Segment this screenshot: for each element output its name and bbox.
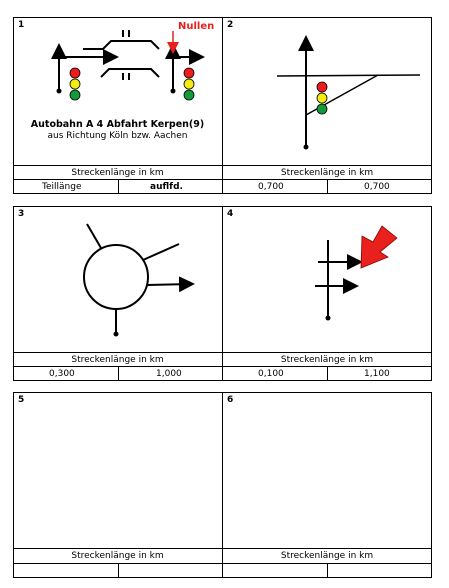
traffic-light-icon bbox=[317, 82, 327, 114]
lfd-value: 1,000 bbox=[156, 369, 182, 379]
cell-number: 3 bbox=[18, 209, 25, 219]
divider bbox=[13, 563, 432, 564]
cell-number: 1 bbox=[18, 20, 25, 30]
strecke-label: Streckenlänge in km bbox=[280, 551, 374, 561]
traffic-light-icon bbox=[70, 68, 80, 100]
nullen-label: Nullen bbox=[178, 21, 215, 32]
lfd-value: 1,100 bbox=[364, 369, 390, 379]
strecke-label: Streckenlänge in km bbox=[71, 355, 164, 365]
double-exit-diagram bbox=[222, 206, 432, 352]
divider bbox=[13, 352, 432, 353]
cell-number: 4 bbox=[227, 209, 234, 219]
lfd-value: auflfd. bbox=[150, 182, 183, 192]
lfd-value: 0,700 bbox=[364, 182, 390, 192]
divider bbox=[327, 366, 328, 381]
teil-value: Teillänge bbox=[42, 182, 82, 192]
cell-3 bbox=[13, 206, 222, 352]
teil-value: 0,100 bbox=[258, 369, 284, 379]
exit-subtitle: aus Richtung Köln bzw. Aachen bbox=[47, 131, 188, 141]
divider bbox=[118, 366, 119, 381]
divider bbox=[118, 563, 119, 578]
teil-value: 0,700 bbox=[258, 182, 284, 192]
strecke-label: Streckenlänge in km bbox=[71, 551, 164, 561]
red-arrow-icon bbox=[361, 226, 397, 268]
cell-number: 2 bbox=[227, 20, 234, 30]
cell-2 bbox=[222, 17, 432, 165]
junction-diagram bbox=[222, 17, 432, 165]
divider bbox=[13, 179, 432, 180]
divider bbox=[13, 366, 432, 367]
traffic-light-icon bbox=[184, 68, 194, 100]
strecke-label: Streckenlänge in km bbox=[280, 168, 374, 178]
cell-1 bbox=[13, 17, 222, 165]
divider bbox=[327, 179, 328, 194]
cell-4 bbox=[222, 206, 432, 352]
divider bbox=[13, 548, 432, 549]
roundabout-diagram bbox=[13, 206, 222, 352]
teil-value: 0,300 bbox=[49, 369, 75, 379]
cell-number: 5 bbox=[18, 395, 25, 405]
exit-title: Autobahn A 4 Abfahrt Kerpen(9) bbox=[30, 119, 205, 130]
road-upper bbox=[83, 41, 159, 49]
cell-6 bbox=[222, 392, 432, 548]
cell-5 bbox=[13, 392, 222, 548]
divider bbox=[118, 179, 119, 194]
divider bbox=[327, 563, 328, 578]
strecke-label: Streckenlänge in km bbox=[280, 355, 374, 365]
divider bbox=[13, 165, 432, 166]
strecke-label: Streckenlänge in km bbox=[71, 168, 164, 178]
cell-number: 6 bbox=[227, 395, 234, 405]
kerpen-exit-diagram bbox=[13, 17, 222, 165]
